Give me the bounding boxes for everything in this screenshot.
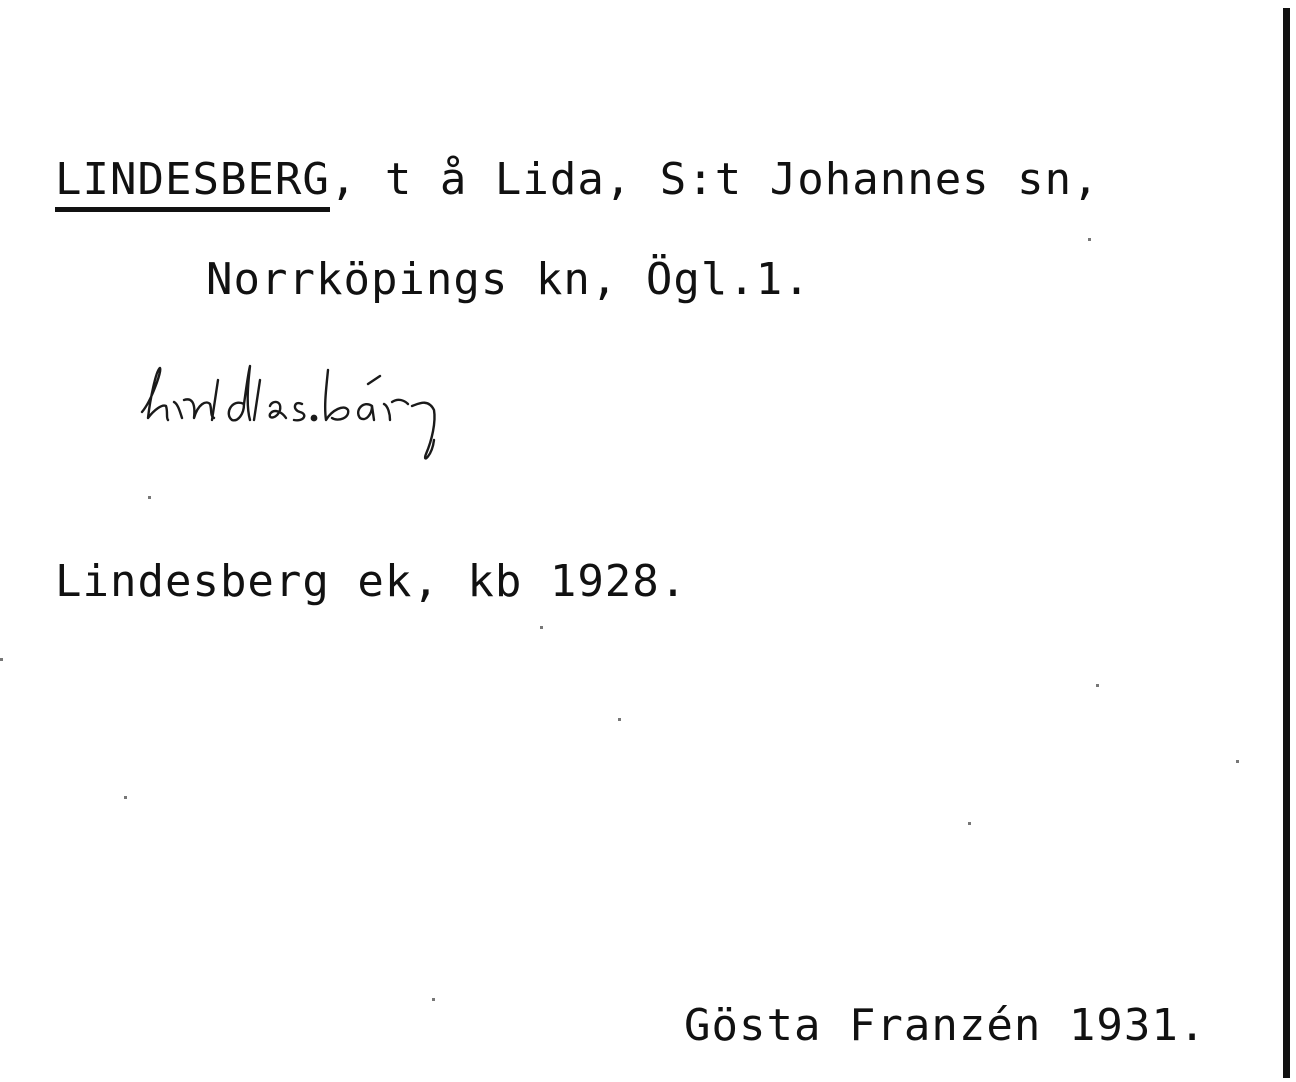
speck (1088, 238, 1091, 241)
entry-line-1 (55, 154, 1100, 205)
speck (1236, 760, 1239, 763)
speck (618, 718, 621, 721)
handwritten-pronunciation (132, 340, 492, 470)
speck (432, 998, 435, 1001)
card-edge (1283, 8, 1290, 1078)
entry-location: , t å Lida, S:t Johannes sn, (329, 154, 1100, 205)
speck (540, 626, 543, 629)
speck (0, 658, 3, 661)
speck (968, 822, 971, 825)
speck (1096, 684, 1099, 687)
entry-line-3: Lindesberg ek, kb 1928. (55, 556, 688, 607)
speck (148, 496, 151, 499)
headword: LINDESBERG (55, 154, 330, 212)
entry-line-2: Norrköpings kn, Ögl.1. (206, 254, 811, 305)
speck (124, 796, 127, 799)
signature-line: Gösta Franzén 1931. (684, 1000, 1207, 1051)
